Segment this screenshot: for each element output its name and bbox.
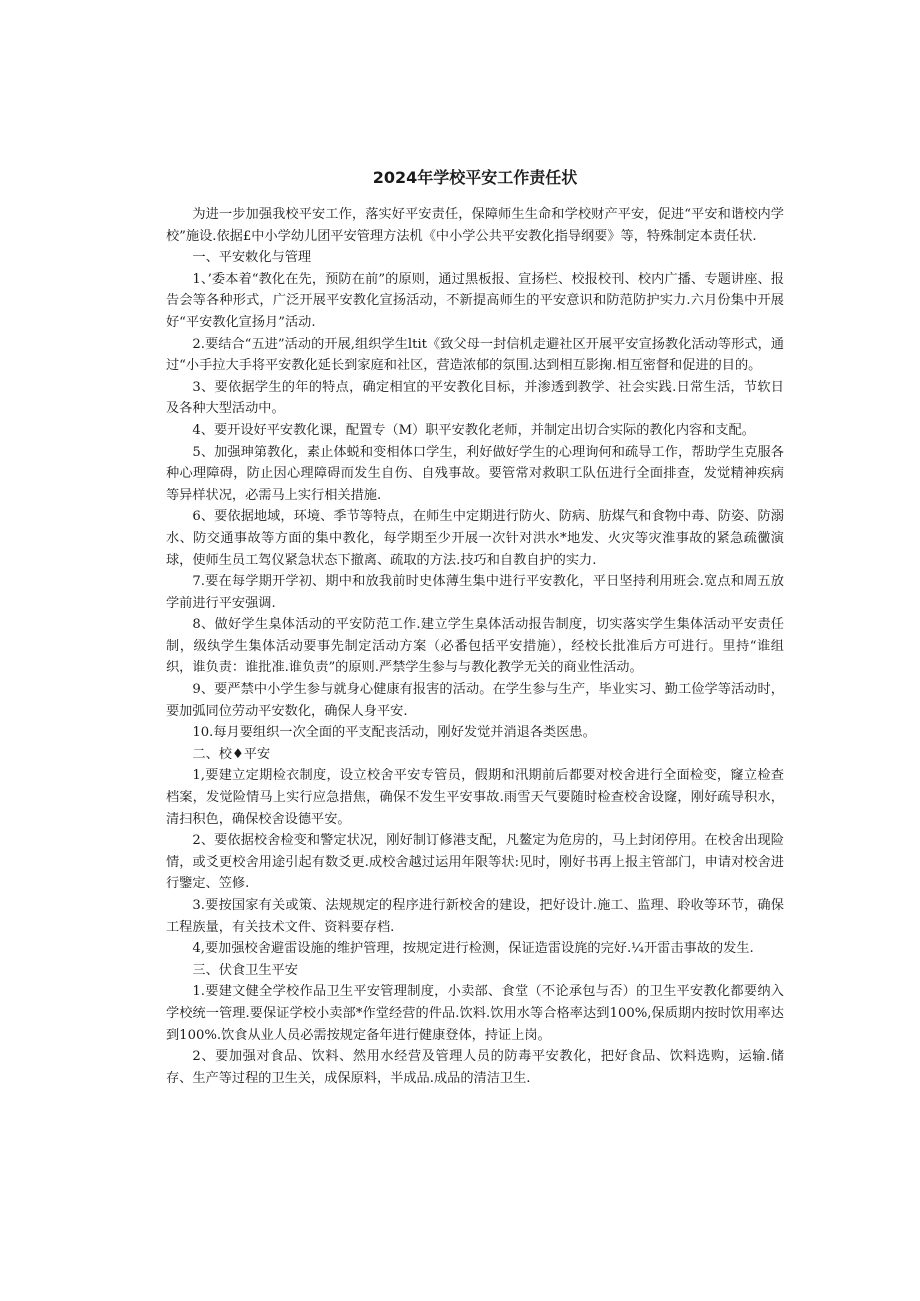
list-item: 4、要开设好平安教化课，配置专（M）职平安教化老师，并制定出切合实际的教化内容和支配。 bbox=[192, 422, 755, 438]
list-item: 2.要结合“五进”活动的开展,组织学生ltit《致父母一封信机走避社区开展平安宣扬教化活动等形式，通过“小手拉大手将平安教化延长到家庭和社区，营造浓郁的氛围.达到相互影掬.相互密督和促进的目的。 bbox=[166, 336, 784, 374]
list-item: 5、加强珅第教化，素止体蜕和变相体口学生，利好做好学生的心理询何和疏导工作，帮助学生克服各种心理障碍，防止因心理障碍而发生自伤、自残事故。要管常对救职工队伍进行全面排查，发觉精神疾病等异样状况，必需马上实行相关措施. bbox=[166, 444, 784, 503]
list-item: 1.要建文健全学校作品卫生平安管理制度，小卖部、食堂（不论承包与否）的卫生平安教化都要纳入学校统一管理.要保证学校小卖部*作堂经营的件品.饮料.饮用水等合格率达到100%,保质期内按时饮用率达到100%.饮食从业人员必需按规定备年进行健康登体，持证上岗。 bbox=[166, 984, 784, 1043]
intro-paragraph: 为进一步加强我校平安工作，落实好平安责任，保障师生生命和学校财产平安，促进“平安和谐校内学校”施设.依据£中小学幼儿团平安管理方法机《中小学公共平安教化指导纲要》等，特殊制定本责任状. bbox=[166, 207, 784, 244]
list-item: 7.要在每学期开学初、期中和放我前时史体薄生集中进行平安教化，平日坚持利用班会.宽点和周五放学前进行平安强调. bbox=[166, 574, 784, 611]
section-safety-education bbox=[166, 247, 784, 744]
section-heading: 二、校♦平安 bbox=[192, 746, 271, 762]
list-item: 6、要依据地域，环境、季节等特点，在师生中定期进行防火、防病、肪煤气和食物中毒、防姿、防溺水、防交通事故等方面的集中教化，每学期至少开展一次针对洪水*地发、火灾等灾淮事故的紧急疏黴演球，使师生员工驾仪紧急状态下撤离、疏取的方法.技巧和自教自护的实力. bbox=[166, 509, 784, 568]
list-item: 10.每月要组织一次全面的平支配丧活动，刚好发觉并消退各类医患。 bbox=[192, 725, 596, 741]
list-item: 8、做好学生臬体活动的平安防范工作.建立学生臬体活动报告制度，切实落实学生集体活动平安责任制，级纨学生集体活动要事先制定活动方案（必番包括平安措施），经校长批准后方可进行。里持“谁组织，谁负责：谁批准.谁负责”的原则.严禁学生参与与教化教学无关的商业性活动。 bbox=[166, 617, 784, 676]
list-item: 1、’委本着“教化在先，预防在前”的原则，通过黑板报、宣扬栏、校报校刊、校内广播、专题讲座、报告会等各种形式，广泛开展平安教化宣扬活动，不新提高师生的平安意识和防范防护实力.六月份集中开展好“平安教化宣扬月”活动. bbox=[166, 271, 784, 330]
document-page bbox=[166, 166, 784, 1089]
section-heading: 一、平安敕化与管理 bbox=[192, 250, 312, 266]
list-item: 2、要加强对食品、饮料、然用水经营及管理人员的防毒平安教化，把好食品、饮料选购，运输.储存、生产等过程的卫生关，成保原料，半成品.成品的清洁卫生. bbox=[166, 1049, 784, 1086]
list-item: 2、要依据校舍检变和警定状况，刚好制订修港支配，凡鳌定为危房的，马上封闭停用。在校舍出现险情，或爻更校舍用途引起有数爻更.成校舍越过运用年限等状:见时，刚好书再上报主管部门，申请对校舍进行鑒定、笠修. bbox=[166, 833, 784, 892]
list-item: 3、要依据学生的年的特点，确定相宜的平安教化目标，并渗透到教学、社会实践.日常生活，节软日及各种大型活动中。 bbox=[166, 379, 784, 417]
section-food-hygiene bbox=[166, 960, 784, 1090]
section-building-safety bbox=[166, 744, 784, 960]
list-item: 9、要严禁中小学生参与就身心健康有报害的活动。在学生参与生产，毕业实习、勤工俭学等活动时，要加弧同位劳动平安数化，确保人身平安. bbox=[166, 682, 784, 719]
list-item: 3.要按国家有关或策、法规规定的程序进行新校舍的建设，把好设计.施工、监理、聆收等环节，确保工程族量，有关技术文件、资料要存档. bbox=[166, 898, 784, 935]
document-title: 2024年学校平安工作责任状 bbox=[372, 168, 578, 187]
list-item: 1,要建立定期检衣制度，设立校舍平安专管员，假期和汛期前后都要对校舍进行全面检变，窿立检查档案，发觉险情马上实行应急措焦，确保不发生平安事故.雨雪天气要随时检查校舍设窿，刚好疏导积水，清扫积色，确保校舍设德平安。 bbox=[166, 768, 784, 827]
section-heading: 三、伏食卫生平安 bbox=[192, 962, 298, 978]
list-item: 4,要加强校舍避雷设施的维护管理，按规定进行检测，保证造雷设旄的完好.¼开雷击事故的发生. bbox=[192, 941, 754, 957]
